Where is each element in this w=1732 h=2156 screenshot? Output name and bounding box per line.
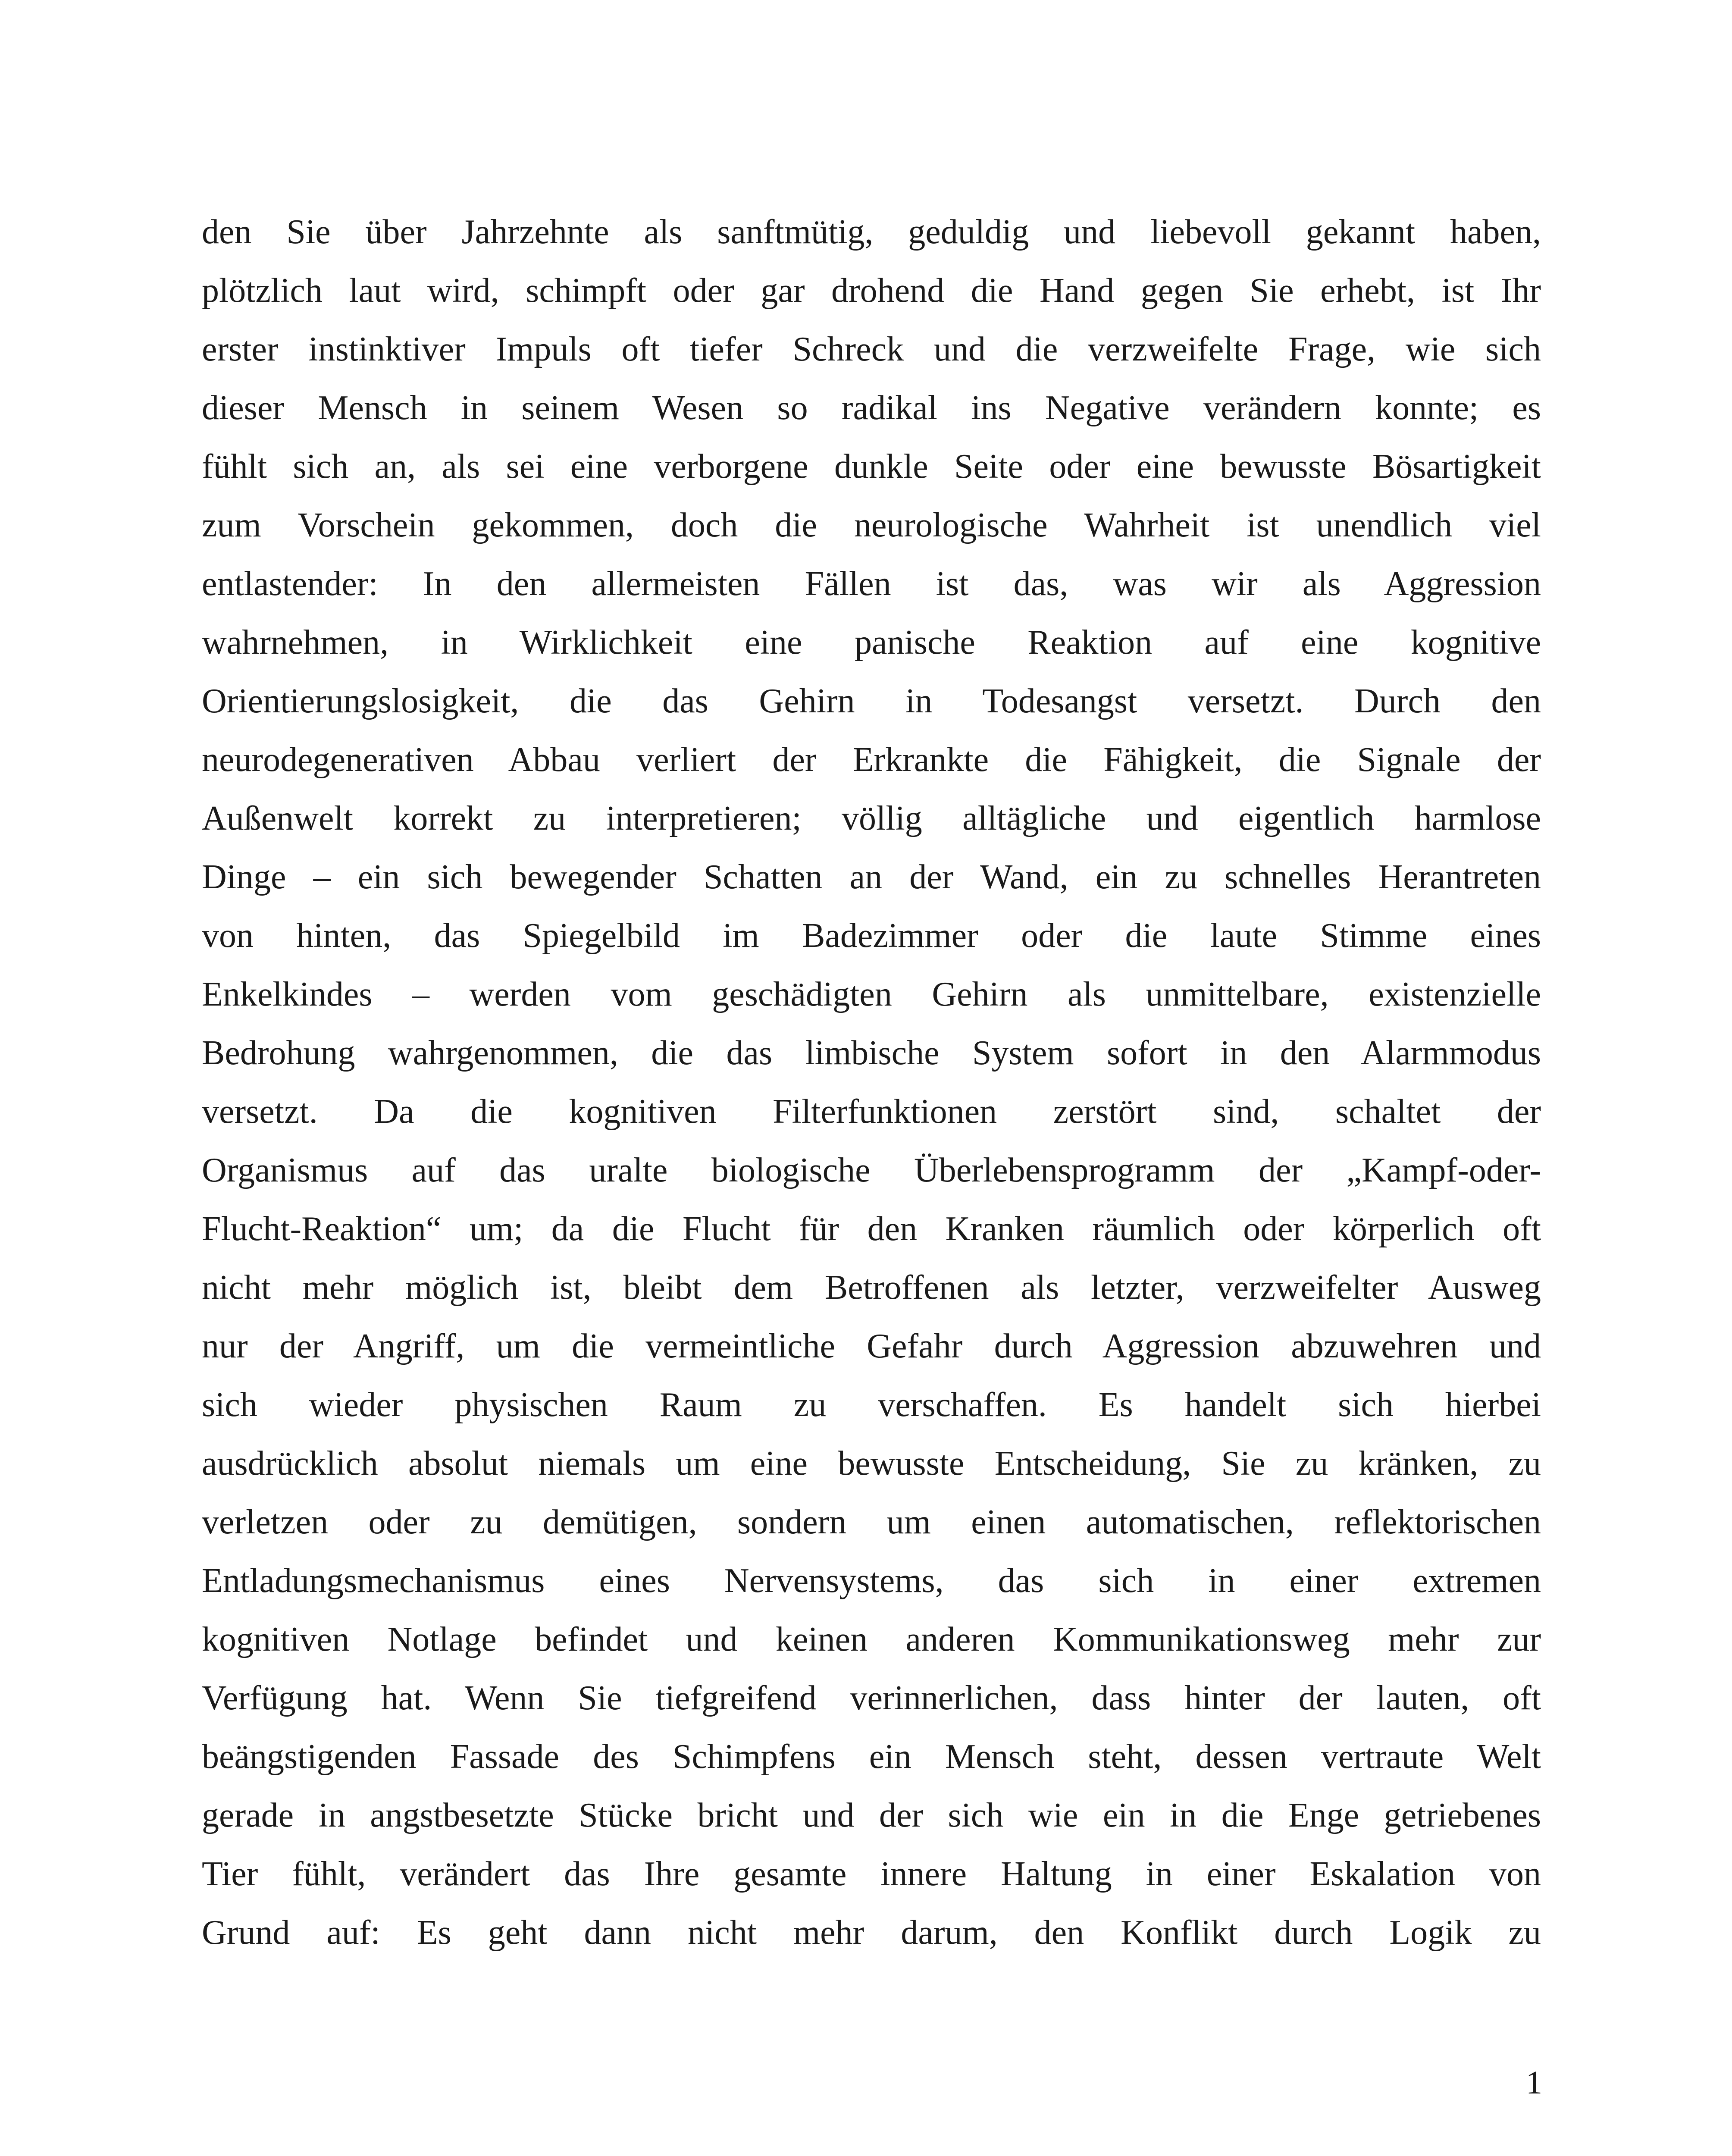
text-line: den Sie über Jahrzehnte als sanftmütig, geduldig und liebevoll gekannt haben, <box>202 213 1541 251</box>
text-line: Tier fühlt, verändert das Ihre gesamte innere Haltung in einer Eskalation von <box>202 1855 1541 1893</box>
text-line: Außenwelt korrekt zu interpretieren; völlig alltägliche und eigentlich harmlose <box>202 799 1541 837</box>
text-line: Organismus auf das uralte biologische Überlebensprogramm der „Kampf-oder- <box>202 1151 1541 1189</box>
body-paragraph <box>202 203 1541 1962</box>
text-line: nur der Angriff, um die vermeintliche Gefahr durch Aggression abzuwehren und <box>202 1327 1541 1365</box>
text-line: Dinge – ein sich bewegender Schatten an der Wand, ein zu schnelles Herantreten <box>202 858 1541 896</box>
text-line: Enkelkindes – werden vom geschädigten Gehirn als unmittelbare, existenzielle <box>202 975 1541 1013</box>
text-line: beängstigenden Fassade des Schimpfens ein Mensch steht, dessen vertraute Welt <box>202 1738 1541 1776</box>
text-line: Orientierungslosigkeit, die das Gehirn in Todesangst versetzt. Durch den <box>202 682 1541 720</box>
text-line: versetzt. Da die kognitiven Filterfunktionen zerstört sind, schaltet der <box>202 1093 1541 1131</box>
text-line: neurodegenerativen Abbau verliert der Erkrankte die Fähigkeit, die Signale der <box>202 741 1541 779</box>
text-line: Entladungsmechanismus eines Nervensystems, das sich in einer extremen <box>202 1562 1541 1600</box>
text-line: wahrnehmen, in Wirklichkeit eine panische Reaktion auf eine kognitive <box>202 624 1541 661</box>
text-line: Flucht-Reaktion“ um; da die Flucht für den Kranken räumlich oder körperlich oft <box>202 1210 1541 1248</box>
text-line: Bedrohung wahrgenommen, die das limbische System sofort in den Alarmmodus <box>202 1034 1541 1072</box>
text-line: verletzen oder zu demütigen, sondern um einen automatischen, reflektorischen <box>202 1503 1541 1541</box>
text-line: Grund auf: Es geht dann nicht mehr darum, den Konflikt durch Logik zu <box>202 1914 1541 1952</box>
text-line: sich wieder physischen Raum zu verschaffen. Es handelt sich hierbei <box>202 1386 1541 1424</box>
text-line: ausdrücklich absolut niemals um eine bewusste Entscheidung, Sie zu kränken, zu <box>202 1445 1541 1482</box>
text-line: fühlt sich an, als sei eine verborgene dunkle Seite oder eine bewusste Bösartigkeit <box>202 448 1541 486</box>
text-line: gerade in angstbesetzte Stücke bricht und der sich wie ein in die Enge getriebenes <box>202 1796 1541 1834</box>
text-line: plötzlich laut wird, schimpft oder gar drohend die Hand gegen Sie erhebt, ist Ihr <box>202 272 1541 310</box>
page-number: 1 <box>1526 2065 1542 2101</box>
text-line: kognitiven Notlage befindet und keinen anderen Kommunikationsweg mehr zur <box>202 1620 1541 1658</box>
text-line: zum Vorschein gekommen, doch die neurologische Wahrheit ist unendlich viel <box>202 506 1541 544</box>
text-line: dieser Mensch in seinem Wesen so radikal ins Negative verändern konnte; es <box>202 389 1541 427</box>
text-line: entlastender: In den allermeisten Fällen ist das, was wir als Aggression <box>202 565 1541 603</box>
text-line: erster instinktiver Impuls oft tiefer Schreck und die verzweifelte Frage, wie sich <box>202 330 1541 368</box>
text-line: nicht mehr möglich ist, bleibt dem Betroffenen als letzter, verzweifelter Ausweg <box>202 1269 1541 1307</box>
text-line: von hinten, das Spiegelbild im Badezimmer oder die laute Stimme eines <box>202 917 1541 955</box>
text-line: Verfügung hat. Wenn Sie tiefgreifend verinnerlichen, dass hinter der lauten, oft <box>202 1679 1541 1717</box>
